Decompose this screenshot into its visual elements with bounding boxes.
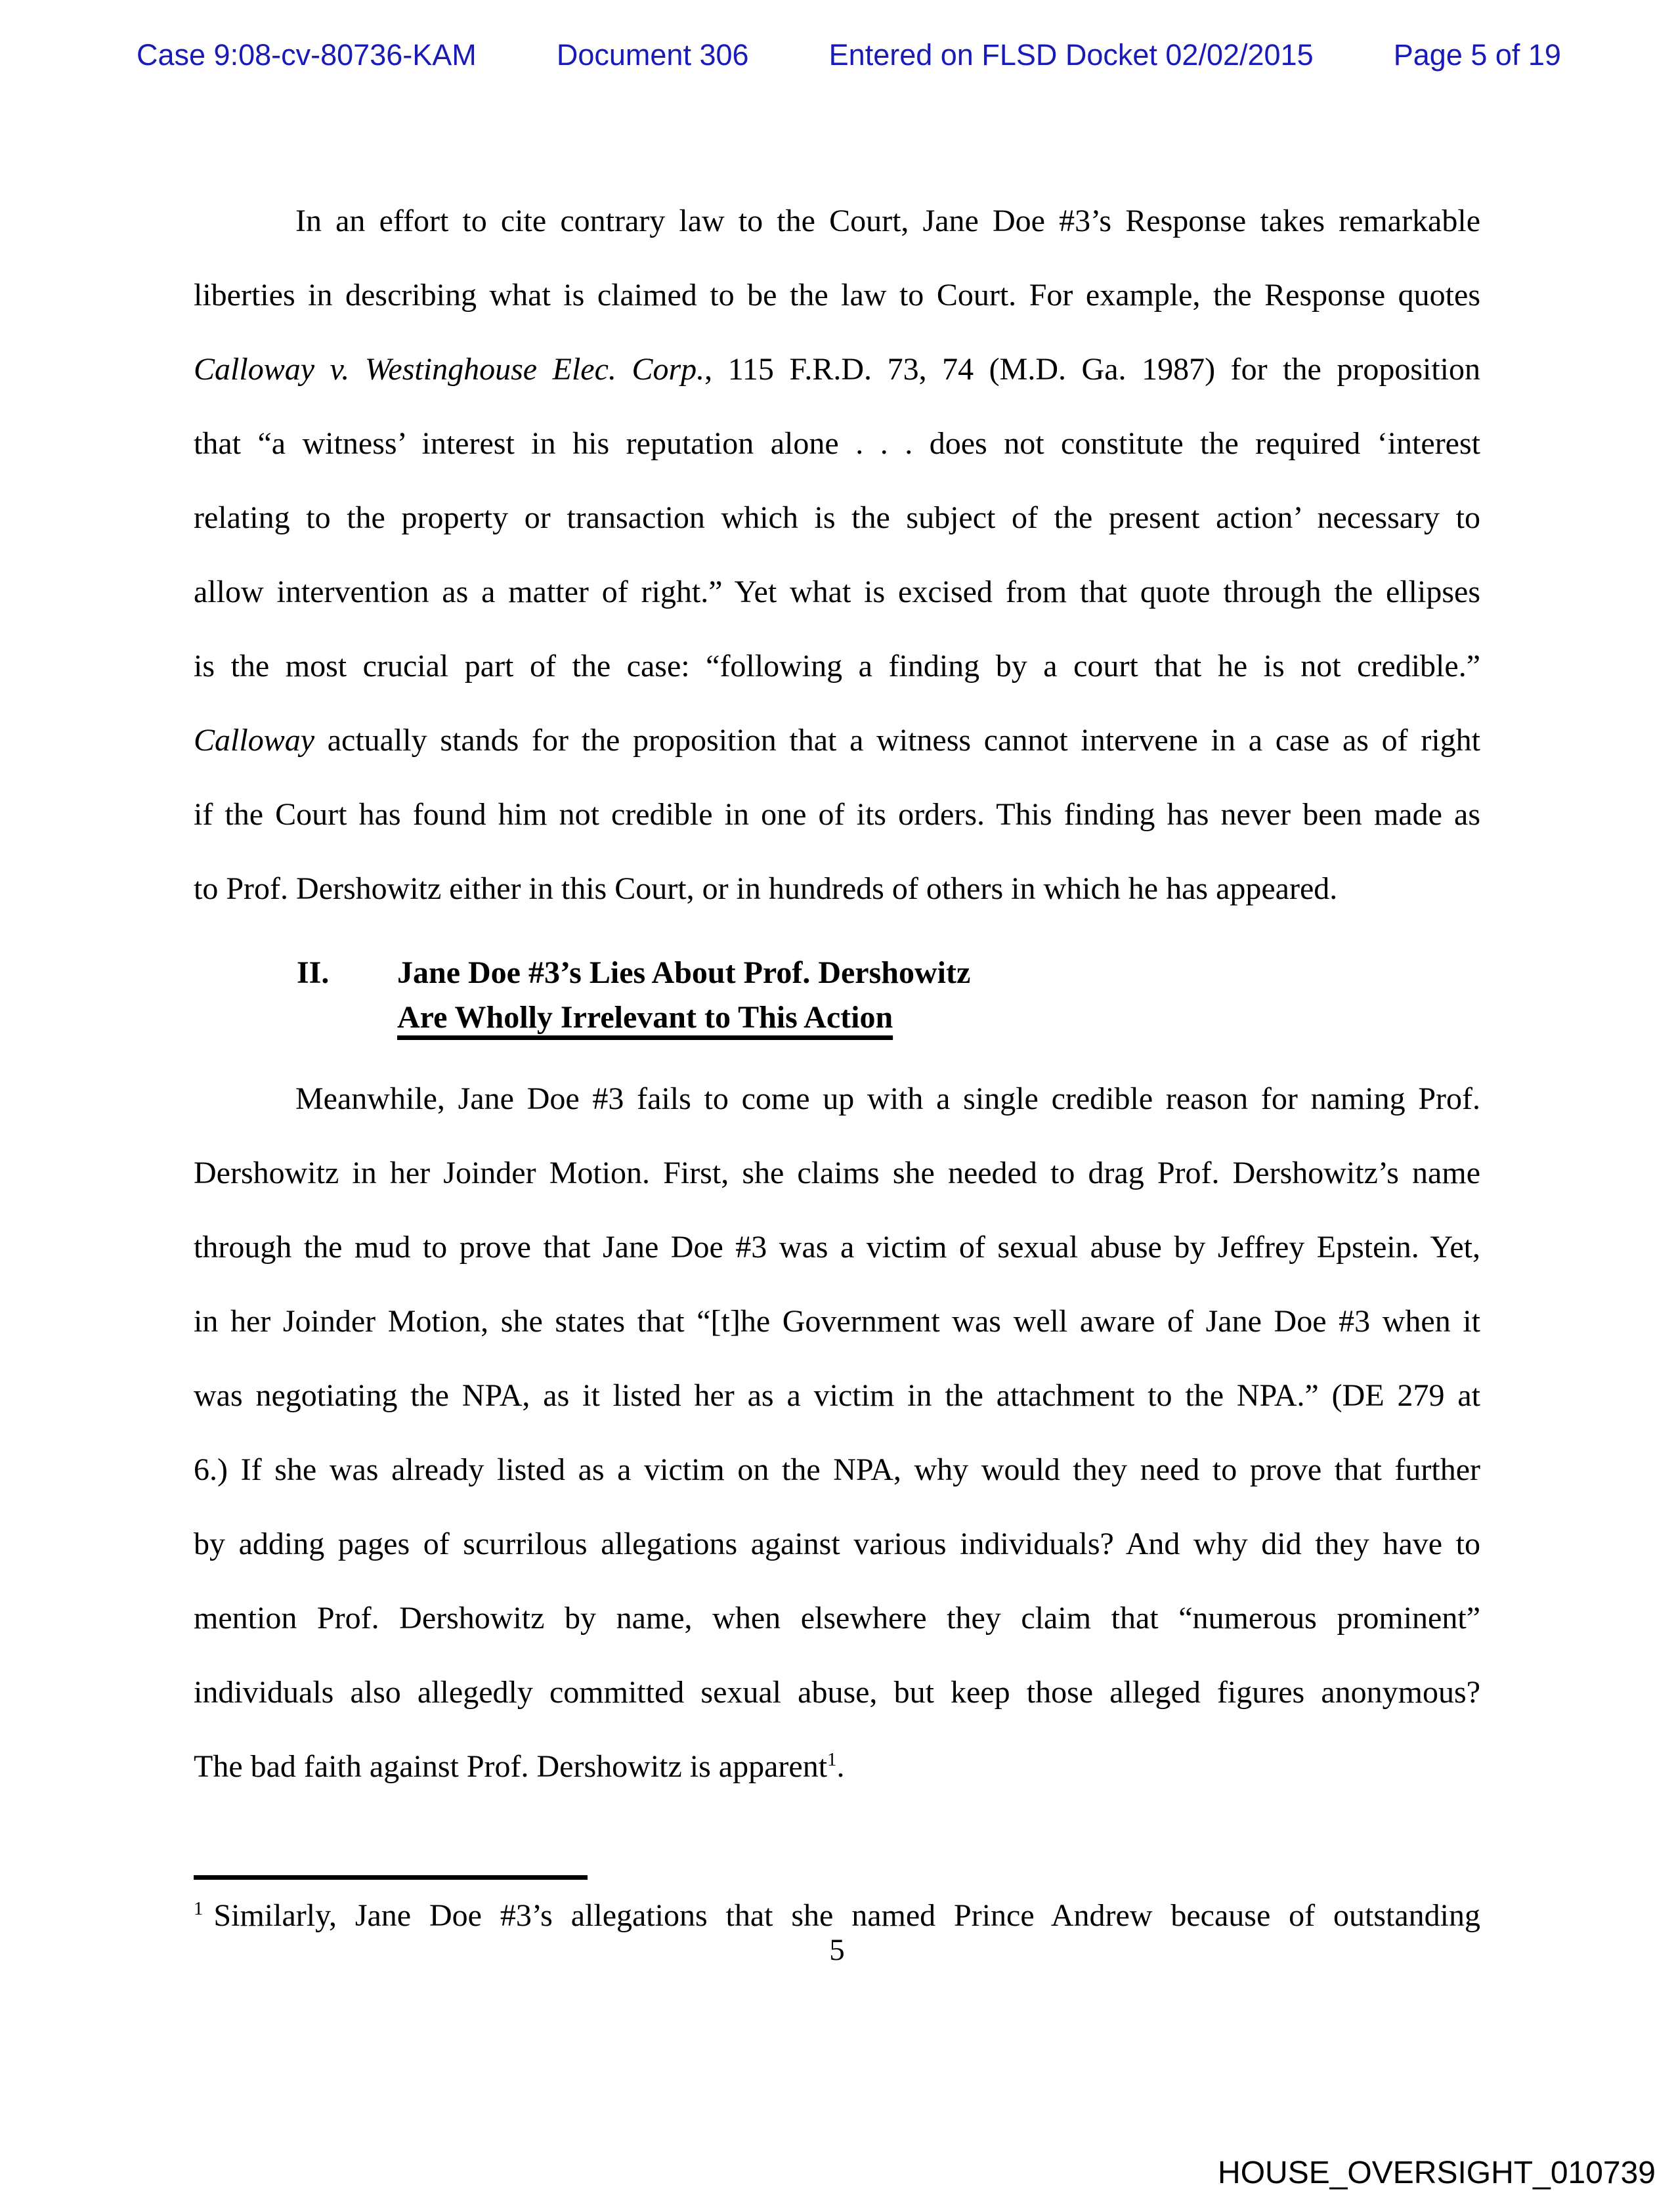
page-number: 5 [829, 1933, 845, 1967]
docket-header [137, 38, 1561, 72]
text-line: Meanwhile, Jane Doe #3 fails to come up with a single credible reason for naming Prof. [295, 1081, 1480, 1116]
page-indicator: Page 5 of 19 [1393, 38, 1561, 72]
text-line: 6.) If she was already listed as a victim on the NPA, why would they need to prove that further [194, 1452, 1480, 1487]
text-line: mention Prof. Dershowitz by name, when elsewhere they claim that “numerous prominent” [194, 1601, 1480, 1636]
text-line: allow intervention as a matter of right.” Yet what is excised from that quote through the ellipses [194, 575, 1480, 609]
text-line: Dershowitz in her Joinder Motion. First, she claims she needed to drag Prof. Dershowitz’s name [194, 1156, 1480, 1190]
text-line: In an effort to cite contrary law to the Court, Jane Doe #3’s Response takes remarkable [295, 204, 1480, 238]
footnote-text: Similarly, Jane Doe #3’s allegations that she named Prince Andrew because of outstanding [213, 1898, 1480, 1933]
text-line: individuals also allegedly committed sexual abuse, but keep those alleged figures anonymous? [194, 1675, 1480, 1710]
heading-title-line-2: Are Wholly Irrelevant to This Action [397, 1000, 893, 1035]
text-line: Calloway actually stands for the proposition that a witness cannot intervene in a case as of right [194, 723, 1480, 758]
footnote-separator [194, 1875, 588, 1880]
case-number: Case 9:08-cv-80736-KAM [137, 38, 477, 72]
docket-entry-date: Entered on FLSD Docket 02/02/2015 [828, 38, 1314, 72]
text-line: The bad faith against Prof. Dershowitz is apparent$^1$. [194, 1749, 845, 1784]
footnote-marker: 1 [194, 1898, 204, 1919]
bates-stamp: HOUSE_OVERSIGHT_010739 [1218, 2156, 1656, 2190]
text-line: Calloway v. Westinghouse Elec. Corp., 115 F.R.D. 73, 74 (M.D. Ga. 1987) for the proposition [194, 352, 1480, 387]
text-line: if the Court has found him not credible in one of its orders. This finding has never been made as [194, 797, 1480, 832]
text-line: was negotiating the NPA, as it listed her as a victim in the attachment to the NPA.” (DE 279 at [194, 1378, 1480, 1413]
text-line: in her Joinder Motion, she states that “[t]he Government was well aware of Jane Doe #3 when it [194, 1304, 1480, 1339]
text-line: liberties in describing what is claimed to be the law to Court. For example, the Response quotes [194, 278, 1480, 313]
section-heading-line-1 [297, 951, 1480, 995]
text-line: to Prof. Dershowitz either in this Court, or in hundreds of others in which he has appeared. [194, 871, 1338, 906]
text-line: by adding pages of scurrilous allegations against various individuals? And why did they have to [194, 1527, 1480, 1561]
paragraph-2 [194, 1062, 1480, 1804]
heading-number: II. [297, 955, 330, 990]
section-heading-line-2 [397, 995, 1480, 1040]
section-heading [194, 951, 1480, 1040]
text-line: that “a witness’ interest in his reputation alone . . . does not constitute the required ‘interest [194, 426, 1480, 461]
paragraph-1 [194, 184, 1480, 926]
text-line: through the mud to prove that Jane Doe #3 was a victim of sexual abuse by Jeffrey Epstein. Yet, [194, 1230, 1480, 1265]
document-number: Document 306 [556, 38, 749, 72]
text-line: is the most crucial part of the case: “following a finding by a court that he is not credible.” [194, 649, 1480, 683]
text-line: relating to the property or transaction which is the subject of the present action’ necessary to [194, 500, 1480, 535]
heading-title-line-1: Jane Doe #3’s Lies About Prof. Dershowitz [397, 955, 971, 990]
